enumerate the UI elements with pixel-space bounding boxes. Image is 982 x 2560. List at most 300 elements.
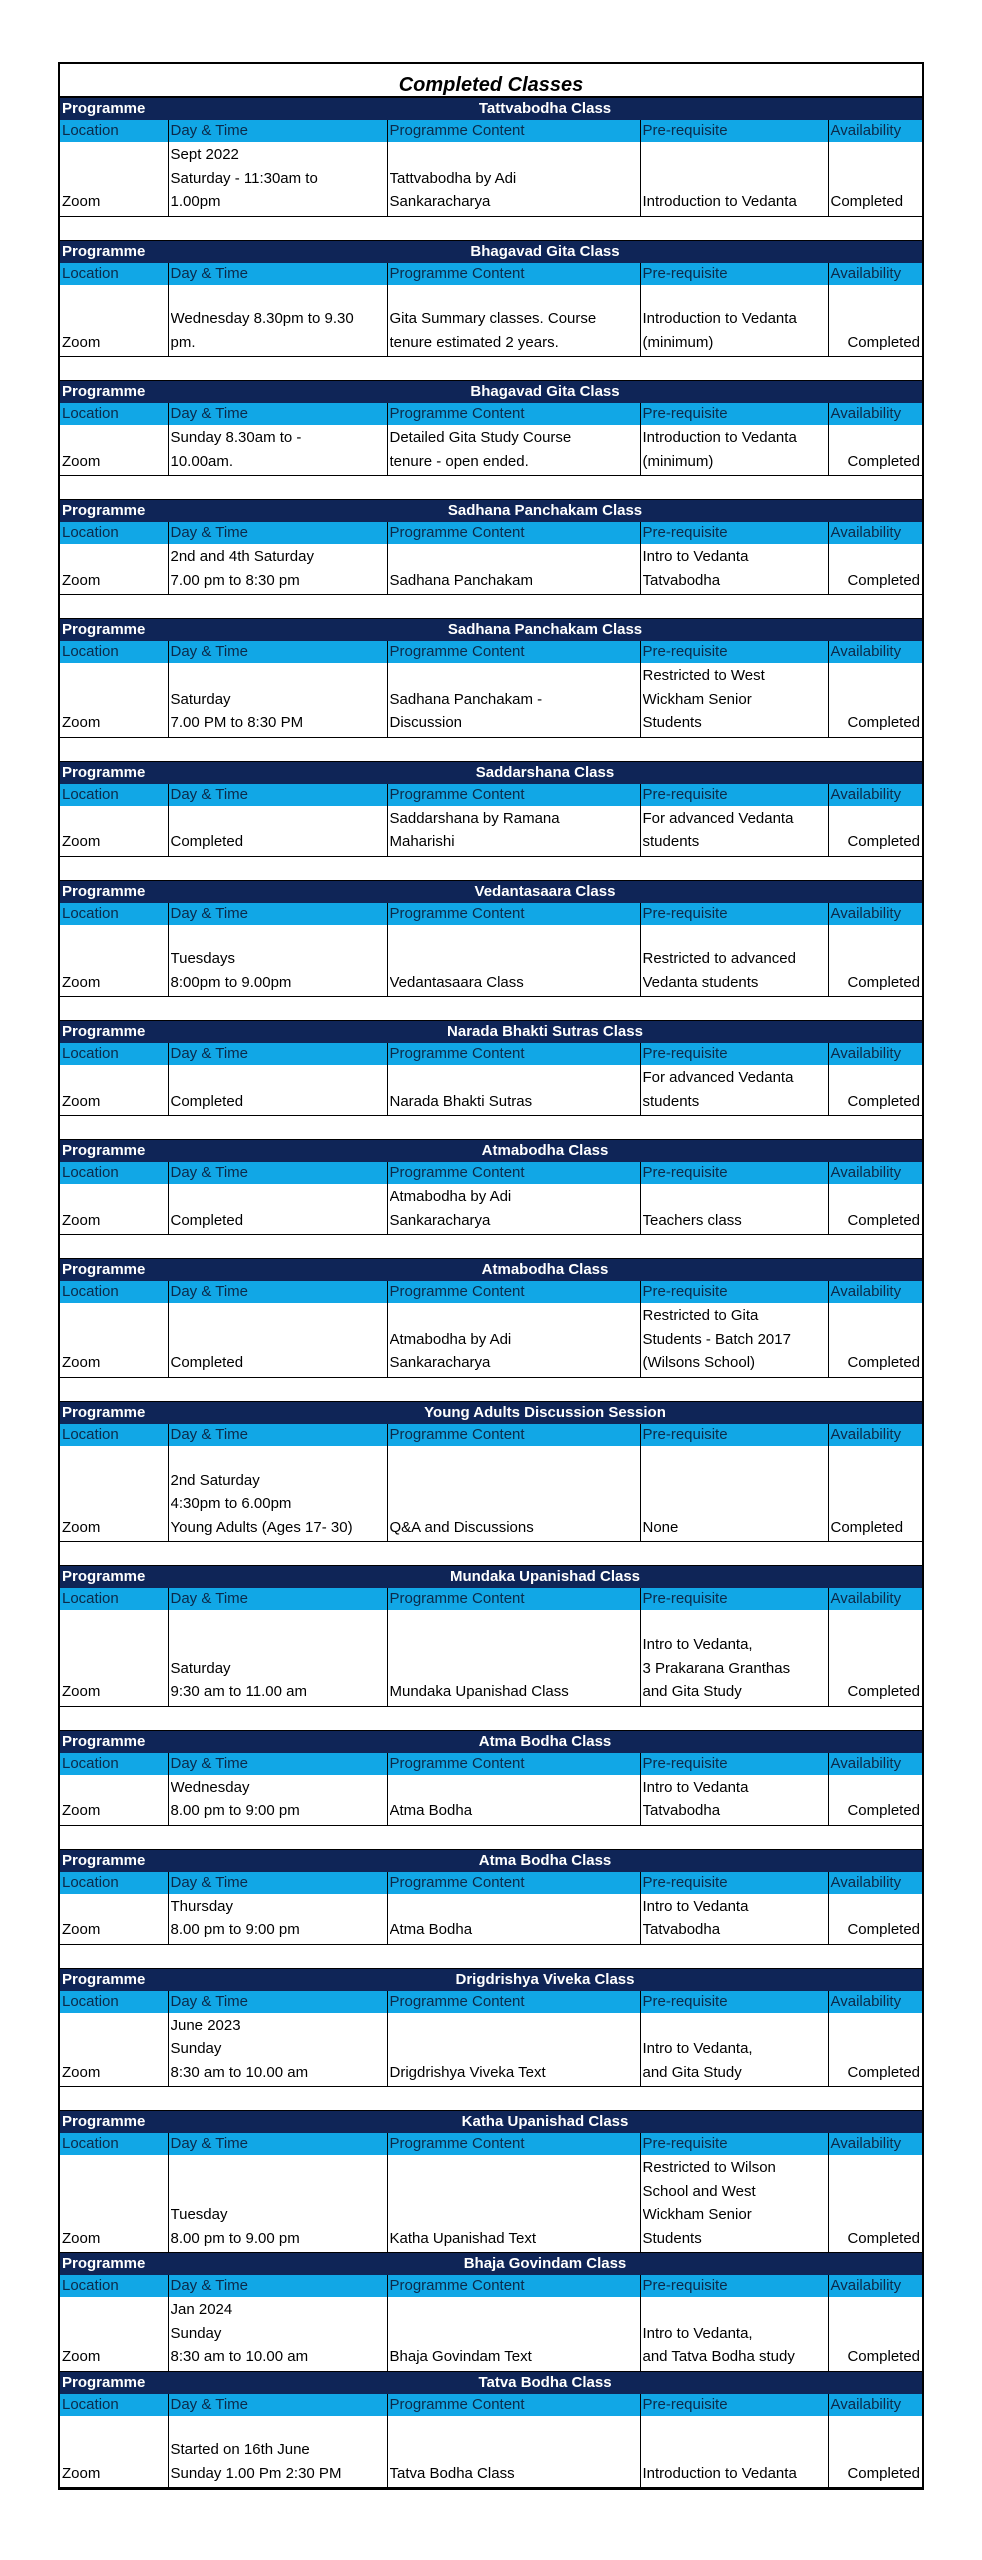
spacer-cell [60,1235,922,1259]
header-prerequisite: Pre-requisite [640,1162,828,1184]
cell-line: Intro to Vedanta [642,548,749,565]
spacer-cell [60,1377,922,1401]
cell-line: Introduction to Vedanta [642,2464,797,2482]
table-row [60,1303,922,1377]
cell-line: Introduction to Vedanta [642,429,797,446]
header-prerequisite: Pre-requisite [640,784,828,806]
spacer-cell [60,1542,922,1566]
cell-line: Mundaka Upanishad Class [389,1683,569,1700]
spacer-row [60,2087,922,2111]
cell-line: 7.00 pm to 8:30 pm [170,571,300,589]
header-location: Location [60,1281,168,1303]
spacer-row [60,216,922,240]
availability-cell: Completed [828,2416,922,2488]
header-availability: Availability [828,2394,922,2416]
cell-line: and Gita Study [642,2063,742,2081]
header-location: Location [60,2133,168,2155]
table-row [60,1894,922,1945]
location-cell: Zoom [60,806,168,857]
availability-cell: Completed [828,1065,922,1116]
day-time-cell [168,142,387,216]
programme-row [60,2371,922,2394]
availability-cell: Completed [828,1446,922,1542]
header-prerequisite: Pre-requisite [640,1043,828,1065]
content-cell [387,2013,640,2087]
header-availability: Availability [828,522,922,544]
cell-line: Sunday [170,2040,222,2057]
table-row [60,425,922,476]
programme-label: Programme [60,500,168,523]
content-cell [387,1894,640,1945]
table-row [60,142,922,216]
programme-name: Atma Bodha Class [168,1730,922,1753]
table-row [60,2416,922,2488]
spacer-row [60,476,922,500]
cell-line: Maharishi [389,833,455,850]
header-availability: Availability [828,2133,922,2155]
cell-line: Teachers class [642,1211,742,1229]
column-header-row [60,1991,922,2013]
header-programme-content: Programme Content [387,2133,640,2155]
cell-line: Sankaracharya [389,1211,491,1229]
prerequisite-cell [640,2013,828,2087]
header-location: Location [60,1753,168,1775]
day-time-cell [168,925,387,997]
programme-label: Programme [60,1968,168,1991]
column-header-row [60,522,922,544]
header-prerequisite: Pre-requisite [640,1872,828,1894]
spacer-row [60,737,922,761]
table-row [60,285,922,357]
programme-name: Vedantasaara Class [168,880,922,903]
cell-line: 8:30 am to 10.00 am [170,2063,309,2081]
day-time-cell [168,2155,387,2253]
cell-line: Thursday [170,1897,234,1915]
column-header-row [60,784,922,806]
header-availability: Availability [828,1991,922,2013]
header-availability: Availability [828,1043,922,1065]
day-time-cell [168,2416,387,2488]
programme-row [60,381,922,404]
location-cell: Zoom [60,1775,168,1826]
programme-name: Mundaka Upanishad Class [168,1566,922,1589]
programme-label: Programme [60,880,168,903]
spacer-cell [60,595,922,619]
day-time-cell [168,2013,387,2087]
programme-label: Programme [60,381,168,404]
programme-row [60,1021,922,1044]
column-header-row [60,1424,922,1446]
availability-cell: Completed [828,2013,922,2087]
prerequisite-cell [640,1610,828,1706]
cell-line: Introduction to Vedanta [642,193,797,210]
header-location: Location [60,1162,168,1184]
cell-line: 8:30 am to 10.00 am [170,2348,309,2365]
cell-line: Tuesday [170,2206,228,2223]
content-cell [387,663,640,737]
cell-line: and Tatva Bodha study [642,2348,795,2365]
prerequisite-cell [640,1184,828,1235]
content-cell [387,2416,640,2488]
availability-cell: Completed [828,1303,922,1377]
cell-line: Intro to Vedanta [642,1778,749,1796]
cell-line: Discussion [389,714,463,731]
column-header-row [60,1872,922,1894]
table-row [60,1184,922,1235]
header-programme-content: Programme Content [387,1043,640,1065]
cell-line: 2nd Saturday [170,1471,260,1489]
cell-line: Q&A and Discussions [389,1518,534,1536]
cell-line: Sadhana Panchakam - [389,690,543,708]
header-location: Location [60,403,168,425]
cell-line: Atma Bodha [389,1802,473,1819]
cell-line: and Gita Study [642,1683,742,1700]
day-time-cell [168,1065,387,1116]
cell-line: Narada Bhakti Sutras [389,1092,533,1110]
programme-name: Sadhana Panchakam Class [168,500,922,523]
header-day-time: Day & Time [168,1162,387,1184]
location-cell: Zoom [60,663,168,737]
cell-line: (minimum) [642,333,714,351]
header-availability: Availability [828,2275,922,2297]
cell-line: 1.00pm [170,193,221,210]
header-programme-content: Programme Content [387,1281,640,1303]
cell-line: Restricted to West [642,667,765,684]
location-cell: Zoom [60,1894,168,1945]
header-day-time: Day & Time [168,1281,387,1303]
header-availability: Availability [828,1753,922,1775]
spacer-row [60,1825,922,1849]
table-row [60,925,922,997]
header-programme-content: Programme Content [387,903,640,925]
header-prerequisite: Pre-requisite [640,522,828,544]
header-prerequisite: Pre-requisite [640,1281,828,1303]
cell-line: Vedantasaara Class [389,973,524,991]
header-location: Location [60,1588,168,1610]
header-day-time: Day & Time [168,1424,387,1446]
content-cell [387,1446,640,1542]
programme-label: Programme [60,1849,168,1872]
day-time-cell [168,1446,387,1542]
location-cell: Zoom [60,1446,168,1542]
header-location: Location [60,1043,168,1065]
cell-line: 2nd and 4th Saturday [170,548,314,565]
header-availability: Availability [828,903,922,925]
availability-cell: Completed [828,2155,922,2253]
header-prerequisite: Pre-requisite [640,2394,828,2416]
programme-name: Atmabodha Class [168,1259,922,1282]
content-cell [387,1065,640,1116]
content-cell [387,1775,640,1826]
header-day-time: Day & Time [168,903,387,925]
programme-name: Bhagavad Gita Class [168,240,922,263]
programme-label: Programme [60,1140,168,1163]
header-day-time: Day & Time [168,403,387,425]
programme-row [60,1849,922,1872]
cell-line: Saturday [170,1659,231,1677]
programme-name: Tattvabodha Class [168,98,922,120]
header-day-time: Day & Time [168,1991,387,2013]
spacer-row [60,1235,922,1259]
header-programme-content: Programme Content [387,1872,640,1894]
header-prerequisite: Pre-requisite [640,641,828,663]
table-row [60,2297,922,2371]
completed-classes-sheet [58,62,924,2490]
cell-line: (Wilsons School) [642,1354,756,1371]
header-availability: Availability [828,1162,922,1184]
cell-line: Sunday 1.00 Pm 2:30 PM [170,2464,342,2482]
cell-line: June 2023 [170,2016,241,2034]
programme-row [60,2253,922,2276]
spacer-row [60,1542,922,1566]
spacer-cell [60,1944,922,1968]
header-location: Location [60,2394,168,2416]
cell-line: pm. [170,333,196,351]
header-day-time: Day & Time [168,120,387,142]
table-row [60,1446,922,1542]
content-cell [387,142,640,216]
day-time-cell [168,1303,387,1377]
location-cell: Zoom [60,1303,168,1377]
location-cell: Zoom [60,425,168,476]
cell-line: students [642,1092,700,1110]
header-day-time: Day & Time [168,1588,387,1610]
programme-name: Narada Bhakti Sutras Class [168,1021,922,1044]
content-cell [387,1303,640,1377]
cell-line: Wickham Senior [642,690,752,708]
spacer-row [60,1377,922,1401]
column-header-row [60,2275,922,2297]
cell-line: Atma Bodha [389,1921,473,1938]
cell-line: For advanced Vedanta [642,1069,794,1086]
header-prerequisite: Pre-requisite [640,263,828,285]
day-time-cell [168,663,387,737]
spacer-cell [60,2087,922,2111]
header-prerequisite: Pre-requisite [640,2275,828,2297]
cell-line: Tatvabodha [642,571,721,589]
cell-line: 3 Prakarana Granthas [642,1659,791,1677]
cell-line: Intro to Vedanta [642,1897,749,1915]
cell-line: Intro to Vedanta, [642,2040,753,2057]
header-day-time: Day & Time [168,641,387,663]
header-location: Location [60,641,168,663]
spacer-row [60,595,922,619]
header-prerequisite: Pre-requisite [640,403,828,425]
table-row [60,2013,922,2087]
day-time-cell [168,1184,387,1235]
prerequisite-cell [640,1775,828,1826]
programme-row [60,1968,922,1991]
column-header-row [60,2394,922,2416]
spacer-row [60,357,922,381]
availability-cell: Completed [828,925,922,997]
programme-row [60,500,922,523]
spacer-cell [60,1706,922,1730]
programme-label: Programme [60,2253,168,2276]
day-time-cell [168,806,387,857]
cell-line: Sept 2022 [170,146,239,163]
day-time-cell [168,1775,387,1826]
programme-label: Programme [60,1021,168,1044]
header-prerequisite: Pre-requisite [640,1991,828,2013]
spacer-row [60,1116,922,1140]
spacer-cell [60,216,922,240]
day-time-cell [168,544,387,595]
spacer-cell [60,476,922,500]
prerequisite-cell [640,806,828,857]
location-cell: Zoom [60,2297,168,2371]
spacer-cell [60,357,922,381]
header-location: Location [60,263,168,285]
cell-line: 8.00 pm to 9.00 pm [170,2229,300,2247]
content-cell [387,544,640,595]
programme-row [60,619,922,642]
programme-name: Saddarshana Class [168,761,922,784]
programme-name: Atma Bodha Class [168,1849,922,1872]
header-availability: Availability [828,1281,922,1303]
content-cell [387,806,640,857]
table-row [60,663,922,737]
programme-row [60,1401,922,1424]
cell-line: Tatva Bodha Class [389,2464,515,2482]
spacer-cell [60,1116,922,1140]
prerequisite-cell [640,1303,828,1377]
prerequisite-cell [640,2416,828,2488]
cell-line: Completed [170,1211,244,1229]
cell-line: Students [642,714,702,731]
location-cell: Zoom [60,2013,168,2087]
column-header-row [60,2133,922,2155]
content-cell [387,425,640,476]
header-day-time: Day & Time [168,2275,387,2297]
programme-row [60,2111,922,2134]
header-programme-content: Programme Content [387,1162,640,1184]
cell-line: 4:30pm to 6.00pm [170,1495,292,1512]
cell-line: (minimum) [642,452,714,470]
content-cell [387,285,640,357]
cell-line: Jan 2024 [170,2301,233,2318]
header-day-time: Day & Time [168,2133,387,2155]
location-cell: Zoom [60,285,168,357]
column-header-row [60,120,922,142]
header-programme-content: Programme Content [387,403,640,425]
cell-line: students [642,833,700,850]
header-location: Location [60,1872,168,1894]
header-prerequisite: Pre-requisite [640,1588,828,1610]
spacer-cell [60,997,922,1021]
prerequisite-cell [640,925,828,997]
prerequisite-cell [640,544,828,595]
cell-line: Sunday 8.30am to - [170,429,302,446]
cell-line: Started on 16th June [170,2441,310,2458]
header-day-time: Day & Time [168,1872,387,1894]
programme-row [60,98,922,120]
cell-line: School and West [642,2182,756,2200]
header-location: Location [60,120,168,142]
cell-line: Restricted to advanced [642,950,796,967]
header-prerequisite: Pre-requisite [640,2133,828,2155]
cell-line: Wednesday 8.30pm to 9.30 [170,310,354,327]
cell-line: Wednesday [170,1778,250,1796]
availability-cell: Completed [828,1775,922,1826]
programme-name: Bhaja Govindam Class [168,2253,922,2276]
prerequisite-cell [640,1065,828,1116]
header-programme-content: Programme Content [387,641,640,663]
cell-line: Young Adults (Ages 17- 30) [170,1518,353,1536]
header-programme-content: Programme Content [387,1424,640,1446]
table-row [60,1610,922,1706]
cell-line: Saturday [170,690,231,708]
cell-line: Restricted to Wilson [642,2159,776,2176]
cell-line: For advanced Vedanta [642,809,794,827]
cell-line: 8.00 pm to 9:00 pm [170,1921,300,1938]
column-header-row [60,1162,922,1184]
cell-line: Sadhana Panchakam [389,571,533,589]
header-programme-content: Programme Content [387,522,640,544]
header-day-time: Day & Time [168,1753,387,1775]
prerequisite-cell [640,142,828,216]
cell-line: Sankaracharya [389,1354,491,1371]
classes-table [60,98,922,2488]
header-day-time: Day & Time [168,2394,387,2416]
cell-line: Intro to Vedanta, [642,2324,753,2342]
programme-label: Programme [60,1401,168,1424]
table-row [60,544,922,595]
cell-line: Katha Upanishad Text [389,2229,536,2247]
cell-line: Atmabodha by Adi [389,1330,512,1348]
cell-line: Intro to Vedanta, [642,1636,753,1653]
availability-cell: Completed [828,425,922,476]
header-programme-content: Programme Content [387,120,640,142]
content-cell [387,1610,640,1706]
availability-cell: Completed [828,544,922,595]
cell-line: 8.00 pm to 9:00 pm [170,1802,300,1819]
spacer-row [60,1706,922,1730]
prerequisite-cell [640,285,828,357]
header-programme-content: Programme Content [387,1991,640,2013]
cell-line: Saddarshana by Ramana [389,809,560,827]
content-cell [387,925,640,997]
header-prerequisite: Pre-requisite [640,120,828,142]
header-availability: Availability [828,1424,922,1446]
header-programme-content: Programme Content [387,2275,640,2297]
location-cell: Zoom [60,1184,168,1235]
header-availability: Availability [828,120,922,142]
programme-name: Tatva Bodha Class [168,2371,922,2394]
programme-label: Programme [60,761,168,784]
location-cell: Zoom [60,2416,168,2488]
column-header-row [60,1043,922,1065]
table-row [60,1775,922,1826]
cell-line: Tatvabodha [642,1921,721,1938]
content-cell [387,2155,640,2253]
availability-cell: Completed [828,2297,922,2371]
cell-line: Detailed Gita Study Course [389,429,572,446]
location-cell: Zoom [60,925,168,997]
programme-row [60,240,922,263]
day-time-cell [168,1610,387,1706]
prerequisite-cell [640,663,828,737]
location-cell: Zoom [60,1610,168,1706]
cell-line: Tattvabodha by Adi [389,169,517,187]
spacer-cell [60,737,922,761]
availability-cell: Completed [828,1894,922,1945]
programme-name: Drigdrishya Viveka Class [168,1968,922,1991]
header-programme-content: Programme Content [387,1588,640,1610]
content-cell [387,2297,640,2371]
availability-cell: Completed [828,1184,922,1235]
table-row [60,2155,922,2253]
